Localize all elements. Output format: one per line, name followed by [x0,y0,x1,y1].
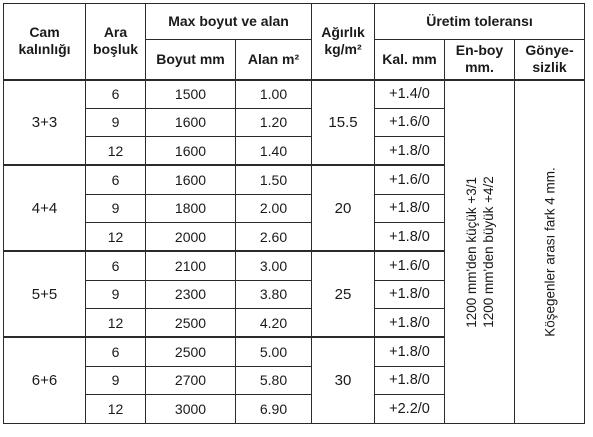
header-production-tolerance: Üretim toleransı [375,4,585,40]
width-height-tol-note [463,176,497,328]
gap-cell: 9 [86,366,146,395]
header-size-mm: Boyut mm [146,40,236,80]
header-max-size-area: Max boyut ve alan [146,4,312,40]
width-height-tol-line-2: 1200 mm'den büyük +4/2 [480,175,496,328]
glass-spec-table [3,3,585,424]
gap-cell: 12 [86,395,146,424]
size-cell: 2500 [146,337,236,366]
width-height-tol-note-cell [445,80,515,424]
area-cell: 2.00 [236,194,312,223]
width-height-tol-line-1: 1200 mm'den küçük +3/1 [463,176,479,328]
gap-cell: 12 [86,137,146,166]
area-cell: 5.00 [236,337,312,366]
header-weight: Ağırlık kg/m² [312,4,375,80]
thickness-tol-cell: +1.6/0 [375,251,445,280]
thickness-tol-cell: +1.6/0 [375,165,445,194]
size-cell: 1500 [146,80,236,109]
gap-cell: 6 [86,165,146,194]
area-cell: 3.00 [236,251,312,280]
table-row [4,80,585,109]
area-cell: 1.40 [236,137,312,166]
header-gap: Ara boşluk [86,4,146,80]
header-squareness-tol: Gönye-sizlik [515,40,585,80]
thickness-tol-cell: +1.8/0 [375,280,445,309]
gap-cell: 12 [86,223,146,252]
thickness-tol-cell: +2.2/0 [375,395,445,424]
header-width-height-tol: En-boy mm. [445,40,515,80]
thickness-tol-cell: +1.8/0 [375,223,445,252]
size-cell: 1800 [146,194,236,223]
gap-cell: 6 [86,251,146,280]
area-cell: 4.20 [236,309,312,338]
area-cell: 3.80 [236,280,312,309]
size-cell: 2300 [146,280,236,309]
thickness-tol-cell: +1.8/0 [375,309,445,338]
size-cell: 2500 [146,309,236,338]
area-cell: 1.20 [236,108,312,137]
weight-cell: 15.5 [312,80,375,166]
thickness-tol-cell: +1.8/0 [375,194,445,223]
cam-thickness-cell: 4+4 [4,165,86,251]
gap-cell: 12 [86,309,146,338]
gap-cell: 6 [86,337,146,366]
spec-table-container [3,3,585,424]
size-cell: 2000 [146,223,236,252]
gap-cell: 6 [86,80,146,109]
cam-thickness-cell: 6+6 [4,337,86,423]
gap-cell: 9 [86,194,146,223]
size-cell: 1600 [146,165,236,194]
gap-cell: 9 [86,108,146,137]
squareness-tol-note: Köşegenler arası fark 4 mm. [542,166,557,337]
cam-thickness-cell: 3+3 [4,80,86,166]
thickness-tol-cell: +1.8/0 [375,366,445,395]
size-cell: 2100 [146,251,236,280]
gap-cell: 9 [86,280,146,309]
thickness-tol-cell: +1.8/0 [375,137,445,166]
size-cell: 1600 [146,137,236,166]
squareness-tol-note-cell [515,80,585,424]
weight-cell: 25 [312,251,375,337]
size-cell: 3000 [146,395,236,424]
area-cell: 2.60 [236,223,312,252]
cam-thickness-cell: 5+5 [4,251,86,337]
size-cell: 2700 [146,366,236,395]
weight-cell: 20 [312,165,375,251]
thickness-tol-cell: +1.8/0 [375,337,445,366]
thickness-tol-cell: +1.6/0 [375,108,445,137]
header-thickness-tol: Kal. mm [375,40,445,80]
area-cell: 1.50 [236,165,312,194]
area-cell: 1.00 [236,80,312,109]
header-cam-thickness: Cam kalınlığı [4,4,86,80]
thickness-tol-cell: +1.4/0 [375,80,445,109]
weight-cell: 30 [312,337,375,423]
area-cell: 6.90 [236,395,312,424]
header-area-m2: Alan m² [236,40,312,80]
size-cell: 1600 [146,108,236,137]
area-cell: 5.80 [236,366,312,395]
